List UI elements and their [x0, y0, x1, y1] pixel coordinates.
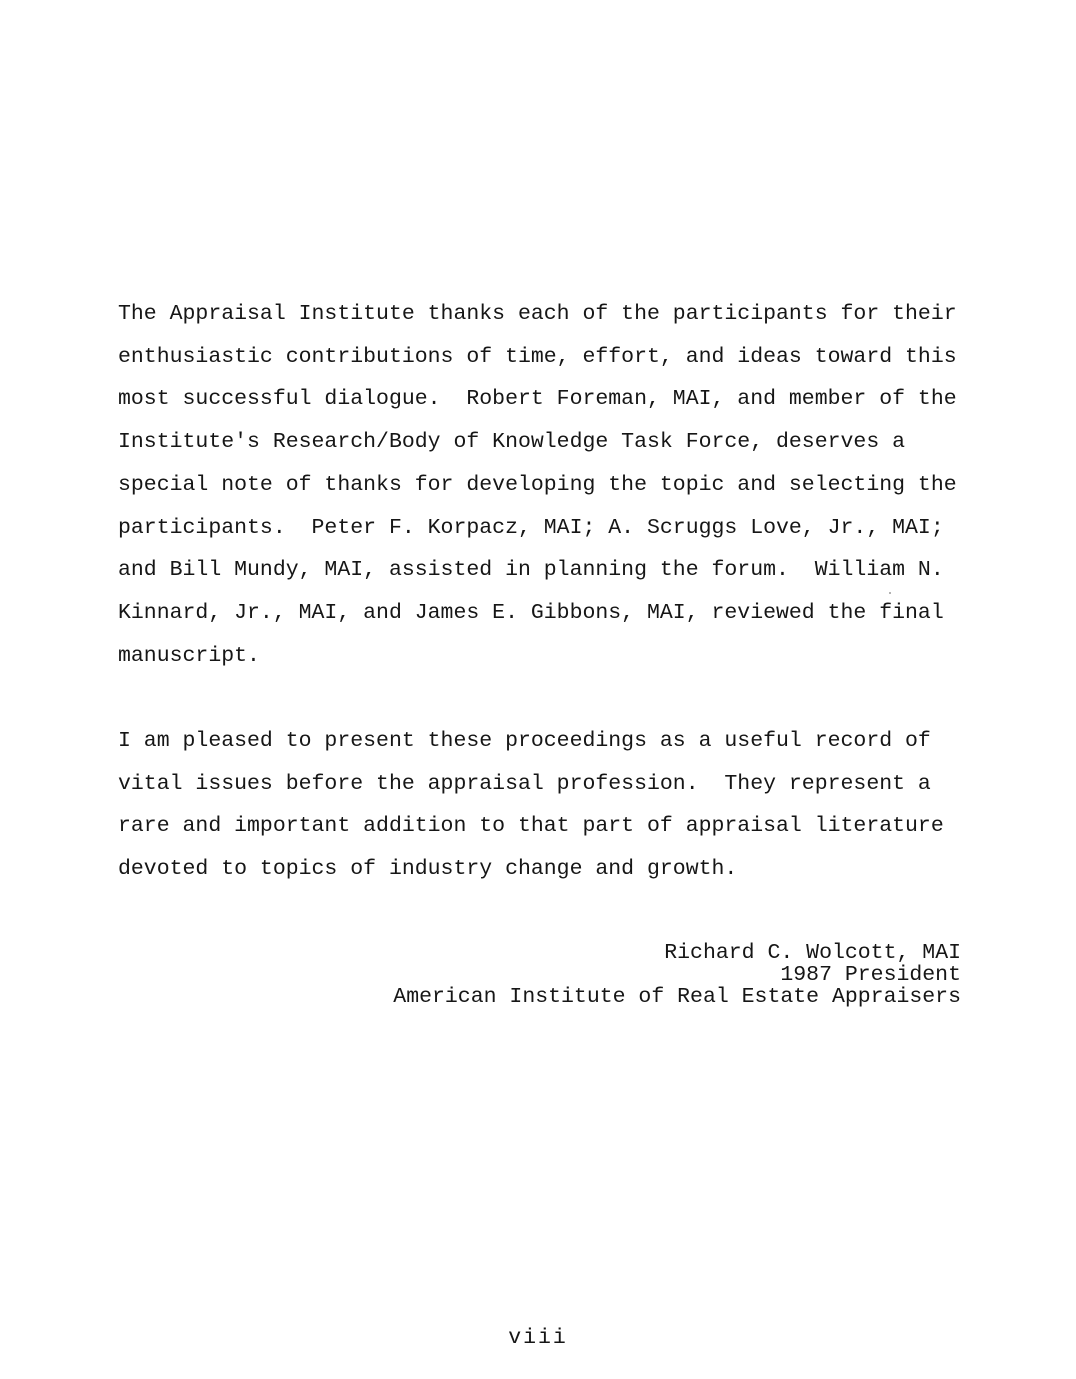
text-line: enthusiastic contributions of time, effort, and ideas toward this [118, 344, 957, 369]
signature-block [393, 942, 961, 1008]
scan-speck [889, 592, 891, 594]
text-line: special note of thanks for developing the topic and selecting the [118, 472, 957, 497]
text-line: rare and important addition to that part of appraisal literature [118, 814, 944, 839]
presentation-paragraph [118, 720, 988, 891]
signer-name: Richard C. Wolcott, MAI [664, 941, 961, 965]
text-line: The Appraisal Institute thanks each of the participants for their [118, 302, 957, 326]
page-number: viii [508, 1326, 568, 1350]
text-line: and Bill Mundy, MAI, assisted in planning the forum. William N. [118, 558, 944, 583]
signer-title: 1987 President [780, 963, 961, 987]
text-line: most successful dialogue. Robert Foreman, MAI, and member of the [118, 387, 957, 412]
text-line: devoted to topics of industry change and growth. [118, 857, 738, 882]
text-line: Kinnard, Jr., MAI, and James E. Gibbons, MAI, reviewed the final [118, 600, 944, 625]
text-line: manuscript. [118, 643, 260, 668]
text-line: Institute's Research/Body of Knowledge Task Force, deserves a [118, 430, 906, 455]
text-line: I am pleased to present these proceedings as a useful record of [118, 729, 931, 753]
acknowledgment-paragraph [118, 293, 988, 677]
text-line: participants. Peter F. Korpacz, MAI; A. Scruggs Love, Jr., MAI; [118, 515, 944, 540]
text-line: vital issues before the appraisal profession. They represent a [118, 771, 931, 796]
signer-organization: American Institute of Real Estate Appraisers [393, 985, 961, 1009]
